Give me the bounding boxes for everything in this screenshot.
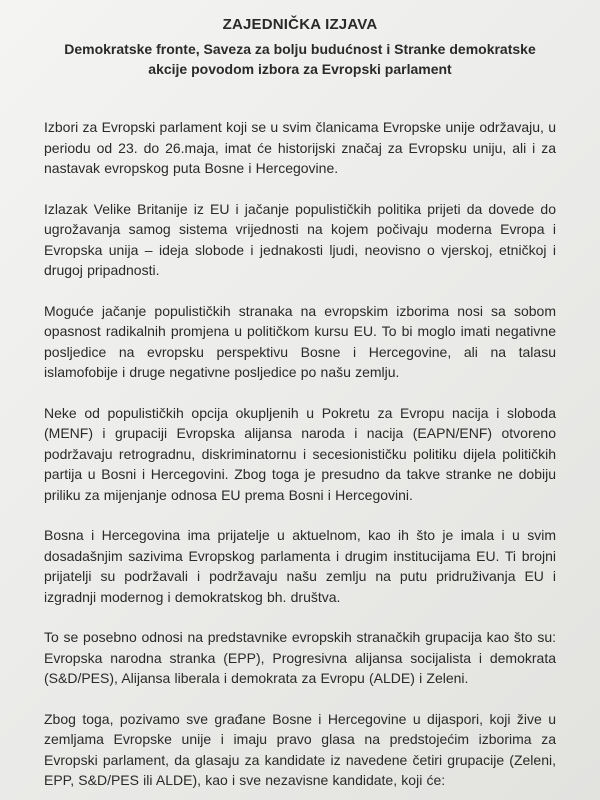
paragraph-2: Izlazak Velike Britanije iz EU i jačanje populističkih politika prijeti da dovede do ugrožavanja samog sistema vrijednosti na kojem počivaju moderna Evropa i Evropska unija – ideja slobode i jednakosti ljudi, neovisno o vjerskoj, etničkoj i drugoj pripadnosti. <box>44 200 556 278</box>
paragraph-5: Bosna i Hercegovina ima prijatelje u aktuelnom, kao ih što je imala i u svim dosadašnjim sazivima Evropskog parlamenta i drugim institucijama EU. Ti brojni prijatelji su podržavali i podržavaju našu zemlju na putu pridruživanja EU i izgradnji modernog i demokratskog bh. društva. <box>44 527 556 605</box>
paragraph-4: Neke od populističkih opcija okupljenih u Pokretu za Evropu nacija i sloboda (MENF) i grupaciji Evropska alijansa naroda i nacija (EAPN/ENF) otvoreno podržavaju retrogradnu, diskriminatornu i secesionističku politiku dijela političkih partija u Bosni i Hercegovini. Zbog toga je presudno da takve stranke ne dobiju priliku za mijenjanje odnosa EU prema Bosni i Hercegovini. <box>44 404 556 503</box>
paragraph-7: Zbog toga, pozivamo sve građane Bosne i Hercegovine u dijaspori, koji žive u zemljama Evropske unije i imaju pravo glasa na predstojećim izborima za Evropski parlament, da glasaju za kandidate iz navedene četiri grupacije (Zeleni, EPP, S&D/PES ili ALDE), kao i sve nezavisne kandidate, koji će: <box>44 710 556 788</box>
paragraph-3: Moguće jačanje populističkih stranaka na evropskim izborima nosi sa sobom opasnost radikalnih promjena u političkom kursu EU. To bi moglo imati negativne posljedice na evropsku perspektivu Bosne i Hercegovine, ali na talasu islamofobije i druge negativne posljedice po našu zemlju. <box>44 302 556 380</box>
document-body <box>44 117 556 791</box>
paragraph-6: To se posebno odnosi na predstavnike evropskih stranačkih grupacija kao što su: Evropska narodna stranka (EPP), Progresivna alijansa socijalista i demokrata (S&D/PES), Alijansa liberala i demokrata za Evropu (ALDE) i Zeleni. <box>44 629 556 686</box>
document-subtitle: Demokratske fronte, Saveza za bolju budućnost i Stranke demokratske akcije povodom izbora za Evropski parlament <box>64 41 536 77</box>
document-title: ZAJEDNIČKA IZJAVA <box>222 16 378 33</box>
paragraph-1: Izbori za Evropski parlament koji se u svim članicama Evropske unije održavaju, u periodu od 23. do 26.maja, imat će historijski značaj za Evropsku uniju, ali i za nastavak evropskog puta Bosne i Hercegovine. <box>44 119 556 176</box>
